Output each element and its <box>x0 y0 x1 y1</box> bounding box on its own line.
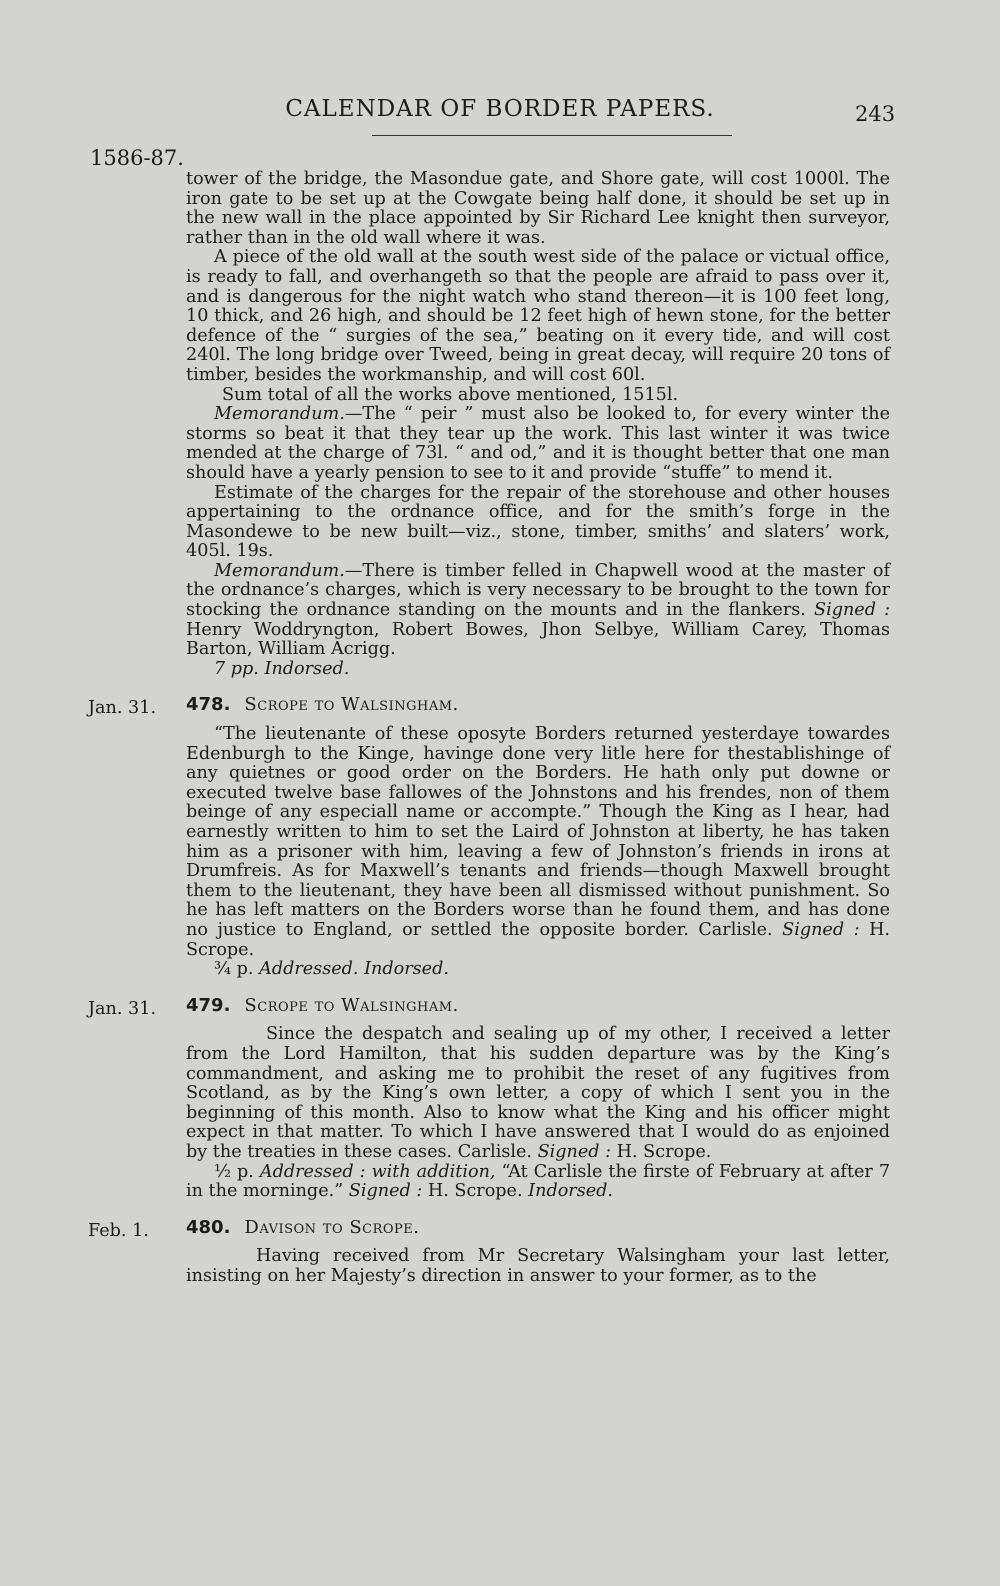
signatory: H. Scrope. <box>616 1141 712 1162</box>
entry-title: Scrope to Walsingham. <box>244 994 459 1016</box>
paragraph-memorandum-peir <box>186 405 890 483</box>
entry-title: Scrope to Walsingham. <box>244 694 459 716</box>
note-label: Addressed : with addition, <box>259 1161 496 1182</box>
entry-note <box>186 1163 890 1202</box>
entry-heading <box>186 996 890 1016</box>
year-marginal: 1586-87. <box>90 146 184 170</box>
entry-text: Having received from Mr Secretary Walsingham your last letter, insisting on her Majesty’s direction in answer to your former, as to the <box>186 1246 890 1286</box>
page-body <box>88 169 891 1286</box>
entry-text <box>186 725 890 960</box>
signatory: H. Scrope. <box>186 919 891 960</box>
signed-label: Signed : <box>537 1141 612 1162</box>
note-size: ½ p. <box>214 1161 254 1182</box>
note-size: ¾ p. <box>214 959 254 980</box>
memorandum-text: —The “ peir ” must also be looked to, for every winter the storms so beat it that they tear up the work. This last winter it was twice mended at the charge of 73l. “ and od,” and it is thought better that one man should have a yearly pension to see to it and provide “stuffe” to mend it. <box>186 404 890 483</box>
page-number: 243 <box>855 102 896 126</box>
entry-number: 478. <box>186 694 231 716</box>
signed-label: Signed : <box>814 600 891 621</box>
memorandum-text: —There is timber felled in Chapwell wood at the master of the ordnance’s charges, which is very necessary to be brought to the town for stocking the ordnance standing on the mounts and in the flankers. <box>186 560 890 621</box>
running-head: CALENDAR OF BORDER PAPERS. <box>285 96 715 122</box>
entry-date: Jan. 31. <box>88 998 157 1019</box>
entry-title: Davison to Scrope. <box>244 1216 420 1238</box>
paragraph-memorandum-timber <box>186 562 890 660</box>
continuation-paragraph: tower of the bridge, the Masondue gate, and Shore gate, will cost 1000l. The iron gate to be set up at the Cowgate being half done, it should be set up in the new wall in the place appointed by Sir Richard Lee knight then surveyor, rather than in the old wall where it was. <box>186 169 890 248</box>
header-rule <box>372 135 732 136</box>
document-note: 7 pp. Indorsed. <box>214 658 350 679</box>
entry-date: Feb. 1. <box>88 1220 149 1241</box>
entry-number: 480. <box>186 1216 231 1238</box>
entry-480 <box>88 1216 890 1287</box>
paragraph-old-wall: A piece of the old wall at the south west side of the palace or victual office, is ready to fall, and overhangeth so that the people are afraid to pass over it, and is dangerous for the night watch who stand thereon—it is 100 feet long, 10 thick, and 26 high, and should be 12 feet high of hewn stone, for the better defence of the “ surgies of the sea,” beating on it every tide, and will cost 240l. The long bridge over Tweed, being in great decay, will require 20 tons of timber, besides the workmanship, and will cost 60l. <box>186 247 890 385</box>
note-signatory: H. Scrope. <box>427 1181 523 1202</box>
entry-date: Jan. 31. <box>88 698 157 719</box>
entry-heading <box>186 695 890 715</box>
entry-note <box>186 960 890 980</box>
entry-heading <box>186 1218 890 1238</box>
signed-label: Signed : <box>782 919 860 940</box>
memorandum-label: Memorandum. <box>214 404 345 425</box>
signatories: Henry Woddryngton, Robert Bowes, Jhon Selbye, William Carey, Thomas Barton, William Acrigg. <box>186 619 890 660</box>
entry-text <box>186 1025 890 1162</box>
entry-478 <box>88 694 891 980</box>
entry-body: Since the despatch and sealing up of my other, I received a letter from the Lord Hamilton, that his sudden departure was by the King’s commandment, and asking me to prohibit the reset of any fugitives from Scotland, as by the King’s own letter, a copy of which I sent you in the beginning of this month. Also to know what the King and his officer might expect in that matter. To which I have answered that I would do as enjoined by the treaties in these cases. Carlisle. <box>186 1024 890 1162</box>
note-end: Indorsed. <box>528 1181 614 1202</box>
entry-body: “The lieutenante of these oposyte Borders returned yesterdaye towardes Edenburgh to the Kinge, havinge done very litle here for thestablishinge of any quietnes or good order on the Borders. He hath only put downe or executed twelve base fallowes of the Johnstons and his frendes, non of them beinge of any especiall name or accompte.” Though the King as I hear, had earnestly written to him to set the Laird of Johnston at liberty, he has taken him as a prisoner with him, leaving a few of Johnston’s friends in irons at Drumfreis. As for Maxwell’s tenants and friends—though Maxwell brought them to the lieutenant, they have been all dismissed without punishment. So he has left matters on the Borders worse than he found them, and has done no justice to England, or settled the opposite border. Carlisle. <box>186 724 890 940</box>
entry-479 <box>88 994 891 1202</box>
note-signed-label: Signed : <box>348 1181 423 1202</box>
paragraph-estimate: Estimate of the charges for the repair of the storehouse and other houses appertaining to the ordnance office, and for the smith’s forge in the Masondewe to be new built—viz., stone, timber, smiths’ and slaters’ work, 405l. 19s. <box>186 482 890 562</box>
paragraph-sum-total: Sum total of all the works above mentioned, 1515l. <box>222 384 679 405</box>
entry-number: 479. <box>186 994 231 1016</box>
note-text: Addressed. Indorsed. <box>259 959 449 980</box>
memorandum-label: Memorandum. <box>214 560 345 581</box>
note-quote: “At Carlisle the firste of February at after 7 in the morninge.” <box>186 1161 891 1202</box>
